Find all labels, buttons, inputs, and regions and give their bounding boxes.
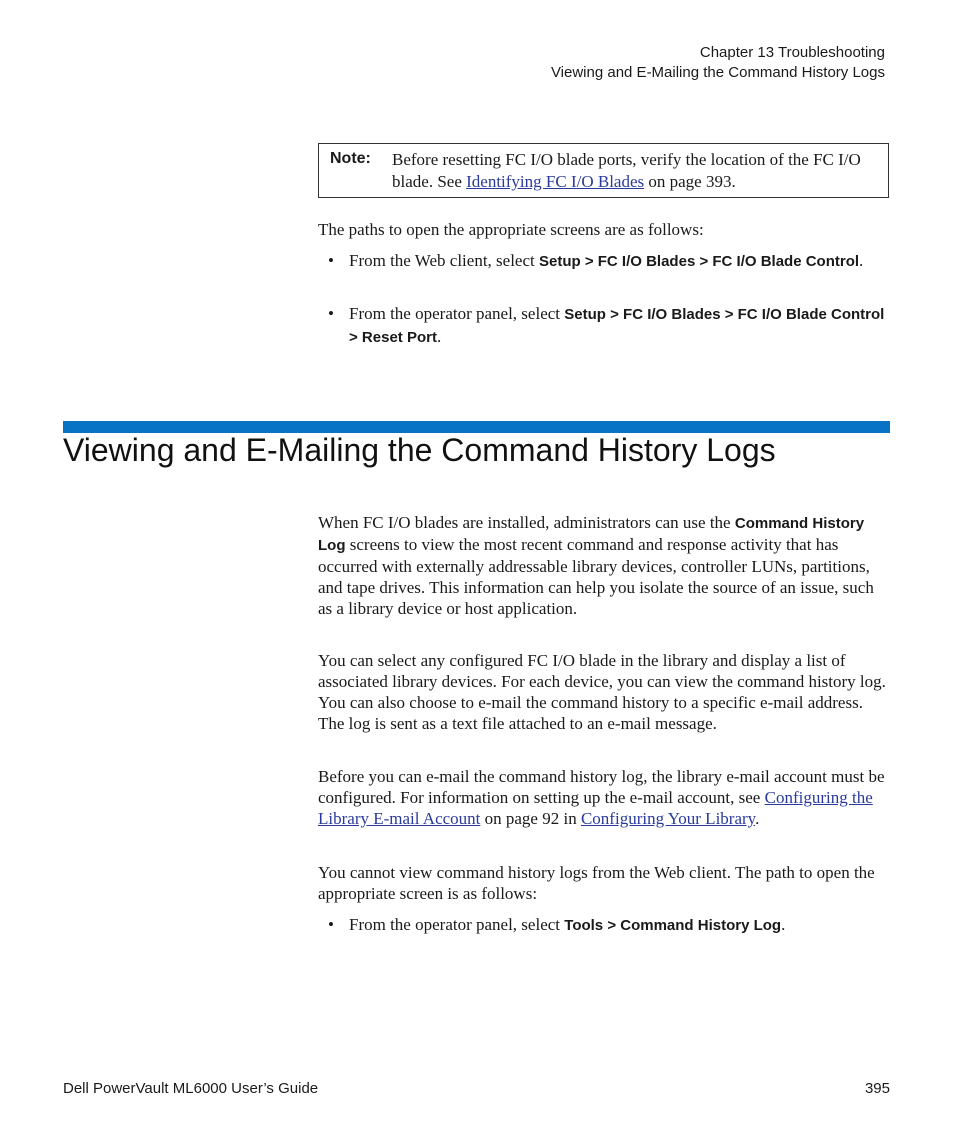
bullet-path: Tools > Command History Log [564, 917, 782, 934]
bullet-dot: • [328, 915, 334, 934]
para1-after: screens to view the most recent command and response activity that has occurred with externally addressable library devices, controller LUNs, partitions, and tape drives. This information can help you isolate the source of an issue, such as a library device or host application. [318, 535, 874, 618]
bullet-dot: • [328, 304, 334, 323]
paragraph-select-blade: You can select any configured FC I/O blade in the library and display a list of associated library devices. For each device, you can view the command history log. You can also choose to e-mail the command history to a specific e-mail address. The log is sent as a text file attached to an e-mail message. [318, 651, 886, 733]
bullet-dot: • [328, 251, 334, 270]
note-text-after: on page 393. [644, 172, 736, 191]
footer-page-number: 395 [864, 1080, 890, 1097]
paths-intro: The paths to open the appropriate screens are as follows: [318, 220, 704, 239]
para3-before: Before you can e-mail the command history log, the library e-mail account must be configured. For information on setting up the e-mail account, see [318, 767, 885, 807]
footer-title: Dell PowerVault ML6000 User’s Guide [63, 1080, 319, 1097]
list-item [328, 914, 890, 937]
bullet-suffix: . [781, 915, 786, 934]
list-item [328, 303, 890, 349]
bullet-path: Setup > FC I/O Blades > FC I/O Blade Control > Reset Port [349, 306, 885, 346]
para1-bold: Command History Log [318, 515, 865, 554]
para3-after: . [755, 809, 760, 828]
note-label: Note: [330, 150, 371, 167]
paragraph-intro [318, 512, 890, 619]
para1-before: When FC I/O blades are installed, administrators can use the [318, 513, 735, 532]
bullet-prefix: From the operator panel, select [349, 915, 565, 934]
list-item [328, 250, 890, 273]
identifying-fc-io-blades-link[interactable]: Identifying FC I/O Blades [466, 172, 645, 191]
paragraph-email-setup [318, 766, 890, 829]
note-box [318, 143, 889, 198]
bullet-suffix: . [436, 327, 442, 346]
configuring-your-library-link[interactable]: Configuring Your Library [580, 809, 756, 828]
bullet-path: Setup > FC I/O Blades > FC I/O Blade Control [539, 253, 860, 270]
configuring-email-account-link[interactable]: Configuring the Library E-mail Account [318, 788, 873, 828]
bullet-suffix: . [859, 251, 864, 270]
section-heading: Viewing and E-Mailing the Command History Logs [63, 432, 776, 468]
note-text-before: Before resetting FC I/O blade ports, verify the location of the FC I/O blade. See [392, 150, 861, 191]
paragraph-web-client: You cannot view command history logs from the Web client. The path to open the appropriate screen is as follows: [318, 863, 875, 903]
para3-middle: on page 92 in [480, 809, 581, 828]
header-section: Viewing and E-Mailing the Command History Logs [550, 64, 885, 81]
bullet-prefix: From the Web client, select [349, 251, 539, 270]
header-chapter: Chapter 13 Troubleshooting [699, 44, 885, 61]
bullet-prefix: From the operator panel, select [349, 304, 565, 323]
page-header [551, 43, 885, 83]
note-text [392, 149, 882, 193]
